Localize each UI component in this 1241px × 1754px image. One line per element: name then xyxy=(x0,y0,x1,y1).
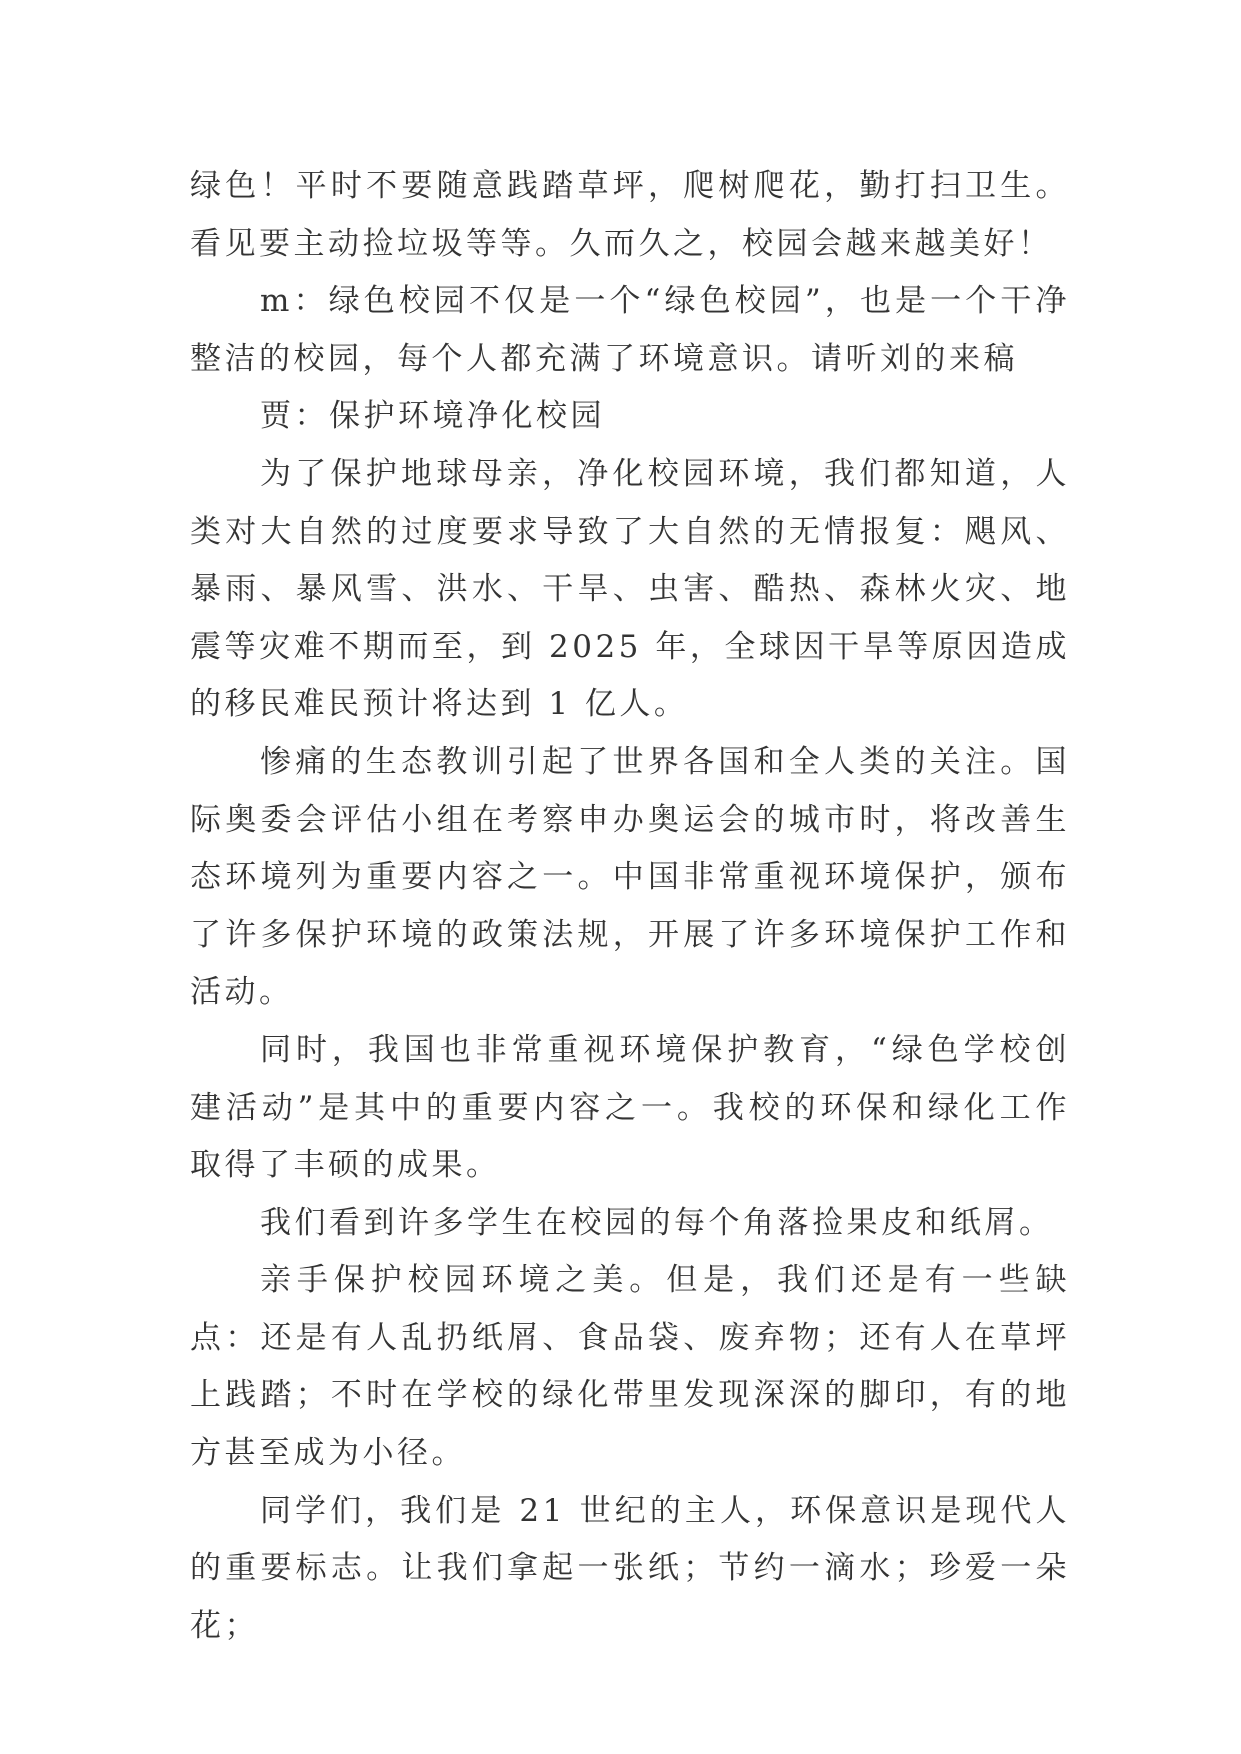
paragraph-8: 亲手保护校园环境之美。但是，我们还是有一些缺点：还是有人乱扔纸屑、食品袋、废弃物；还有人在草坪上践踏；不时在学校的绿化带里发现深深的脚印，有的地方甚至成为小径。 xyxy=(190,1262,1070,1472)
document-body xyxy=(190,158,1070,1655)
paragraph-2: m：绿色校园不仅是一个“绿色校园”，也是一个干净整洁的校园，每个人都充满了环境意识。请听刘的来稿 xyxy=(190,283,1070,377)
paragraph-3: 贾：保护环境净化校园 xyxy=(260,398,605,435)
paragraph-1: 绿色！平时不要随意践踏草坪，爬树爬花，勤打扫卫生。看见要主动捡垃圾等等。久而久之，校园会越来越美好！ xyxy=(190,168,1070,262)
paragraph-6: 同时，我国也非常重视环境保护教育，“绿色学校创建活动”是其中的重要内容之一。我校的环保和绿化工作取得了丰硕的成果。 xyxy=(190,1031,1070,1184)
paragraph-7: 我们看到许多学生在校园的每个角落捡果皮和纸屑。 xyxy=(260,1204,1054,1241)
paragraph-9: 同学们，我们是 21 世纪的主人，环保意识是现代人的重要标志。让我们拿起一张纸；节约一滴水；珍爱一朵花； xyxy=(190,1492,1070,1644)
paragraph-5: 惨痛的生态教训引起了世界各国和全人类的关注。国际奥委会评估小组在考察申办奥运会的城市时，将改善生态环境列为重要内容之一。中国非常重视环境保护，颁布了许多保护环境的政策法规，开展了许多环境保护工作和活动。 xyxy=(190,743,1070,1011)
paragraph-4: 为了保护地球母亲，净化校园环境，我们都知道，人类对大自然的过度要求导致了大自然的无情报复：飓风、暴雨、暴风雪、洪水、干旱、虫害、酷热、森林火灾、地震等灾难不期而至，到 2025 年，全球因干旱等原因造成的移民难民预计将达到 1 亿人。 xyxy=(190,455,1070,723)
